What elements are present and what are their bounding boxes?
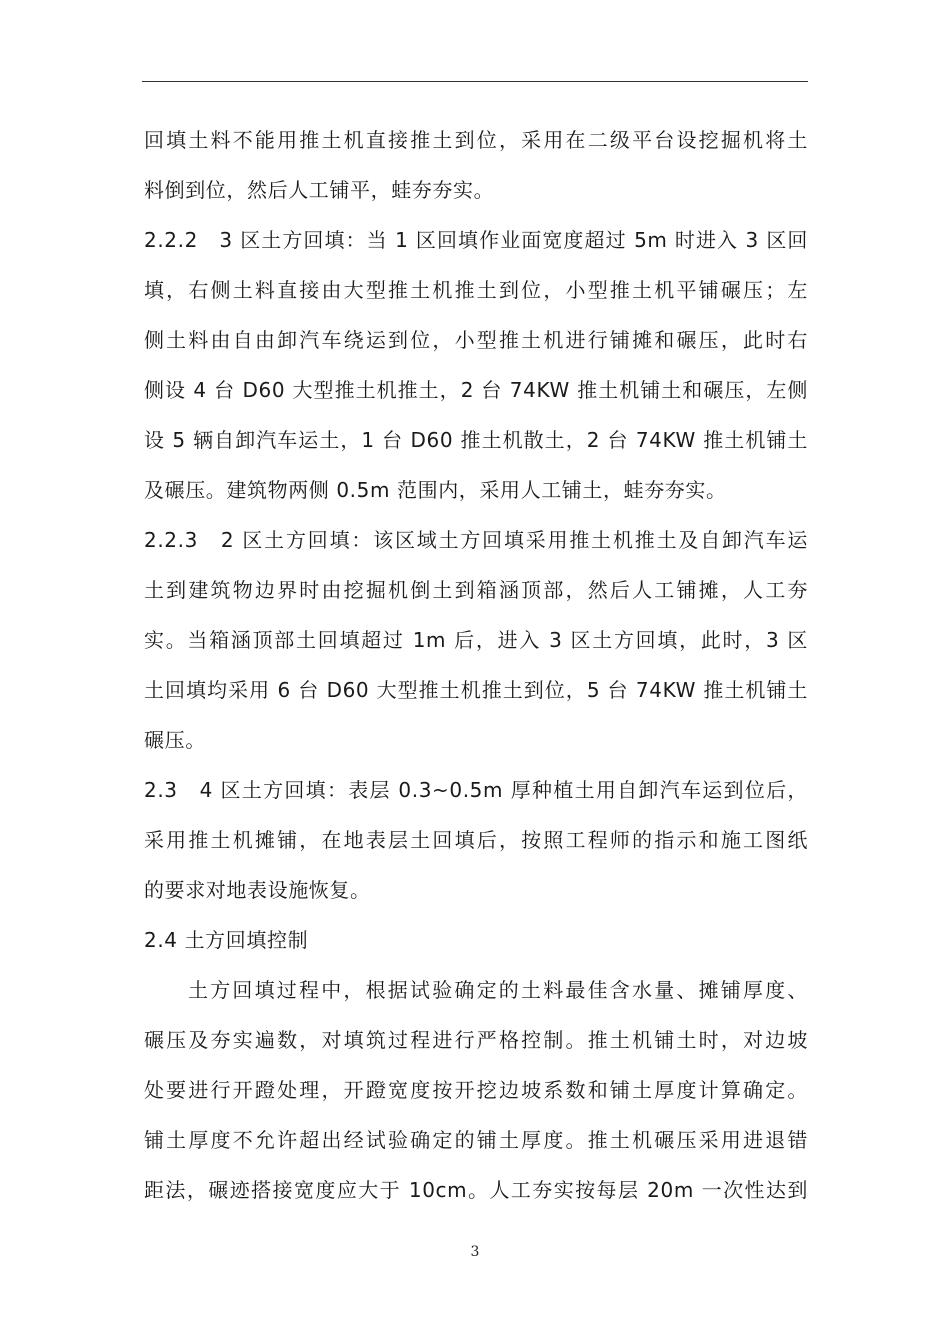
text-line: 处要进行开蹬处理，开蹬宽度按开挖边坡系数和铺土厚度计算确定。 (144, 1078, 808, 1102)
text-line: 碾压及夯实遍数，对填筑过程进行严格控制。推土机铺土时，对边坡 (144, 1028, 808, 1052)
header-rule (142, 81, 808, 82)
text-line: 2.2.2 3 区土方回填：当 1 区回填作业面宽度超过 5m 时进入 3 区回 (144, 228, 808, 252)
text-line: 采用推土机摊铺，在地表层土回填后，按照工程师的指示和施工图纸 (144, 828, 808, 852)
text-line: 的要求对地表设施恢复。 (144, 878, 371, 902)
section-heading: 2.4 土方回填控制 (144, 928, 309, 952)
text-line: 料倒到位，然后人工铺平，蛙夯夯实。 (144, 178, 495, 202)
document-body (144, 115, 808, 1215)
text-line: 实。当箱涵顶部土回填超过 1m 后，进入 3 区土方回填，此时，3 区 (144, 628, 808, 652)
text-line: 碾压。 (144, 728, 206, 752)
text-line: 侧土料由自由卸汽车绕运到位，小型推土机进行铺摊和碾压，此时右 (144, 328, 808, 352)
text-line: 土回填均采用 6 台 D60 大型推土机推土到位，5 台 74KW 推土机铺土 (144, 678, 808, 702)
text-line: 设 5 辆自卸汽车运土，1 台 D60 推土机散土，2 台 74KW 推土机铺土 (144, 428, 808, 452)
text-line: 及碾压。建筑物两侧 0.5m 范围内，采用人工铺土，蛙夯夯实。 (144, 478, 727, 502)
text-line: 侧设 4 台 D60 大型推土机推土，2 台 74KW 推土机铺土和碾压，左侧 (144, 378, 808, 402)
text-line: 土方回填过程中，根据试验确定的土料最佳含水量、摊铺厚度、 (188, 978, 808, 1002)
text-line: 填，右侧土料直接由大型推土机推土到位，小型推土机平铺碾压；左 (144, 278, 808, 302)
text-line: 2.2.3 2 区土方回填：该区域土方回填采用推土机推土及自卸汽车运 (144, 528, 808, 552)
page-number: 3 (470, 1244, 480, 1260)
text-line: 土到建筑物边界时由挖掘机倒土到箱涵顶部，然后人工铺摊，人工夯 (144, 578, 808, 602)
text-line: 回填土料不能用推土机直接推土到位，采用在二级平台设挖掘机将土 (144, 128, 808, 152)
text-line: 距法，碾迹搭接宽度应大于 10cm。人工夯实按每层 20m 一次性达到 (144, 1178, 808, 1202)
text-line: 2.3 4 区土方回填：表层 0.3~0.5m 厚种植土用自卸汽车运到位后， (144, 778, 808, 802)
text-line: 铺土厚度不允许超出经试验确定的铺土厚度。推土机碾压采用进退错 (144, 1128, 808, 1152)
